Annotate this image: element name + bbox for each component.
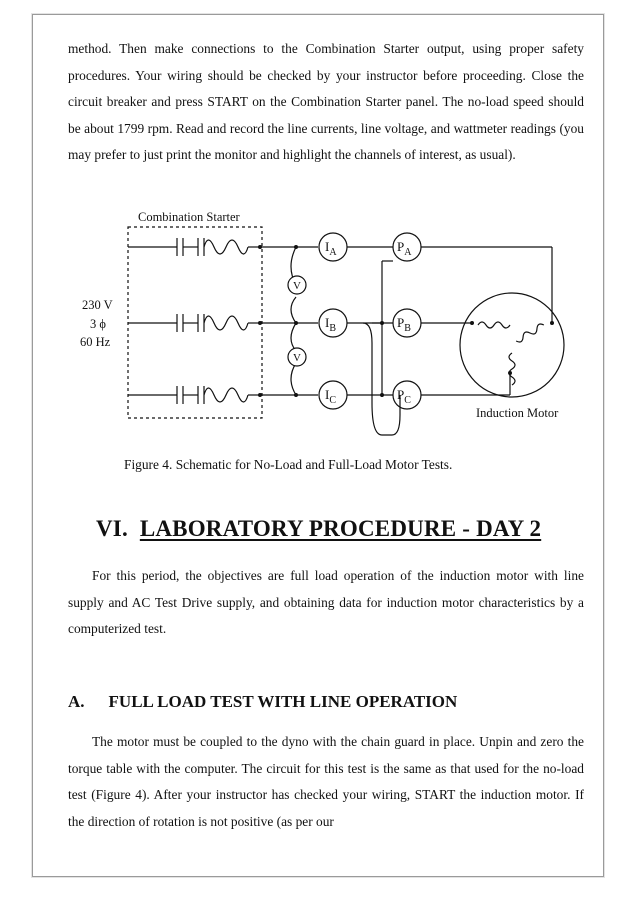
- section-paragraph: For this period, the objectives are full load operation of the induction motor with line supply and AC Test Drive supply, and obtaining data for induction motor characteristics by a computerized test.: [68, 568, 584, 637]
- section-number: VI.: [96, 516, 128, 541]
- section-title: LABORATORY PROCEDURE - DAY 2: [139, 516, 542, 541]
- figure-caption: Figure 4. Schematic for No-Load and Full-Load Motor Tests.: [124, 457, 453, 472]
- induction-motor: [460, 293, 564, 397]
- intro-paragraph: method. Then make connections to the Combination Starter output, using proper safety procedures. Your wiring should be checked by your instructor before proceeding. Close the circuit breaker and press START on the Combination Starter panel. The no-load speed should be about 1799 rpm. Read and record the line currents, line voltage, and wattmeter readings (you may prefer to just print the monitor and highlight the channels of interest, as usual).: [68, 41, 584, 163]
- motor-label: Induction Motor: [476, 406, 559, 420]
- starter-label: Combination Starter: [138, 210, 240, 224]
- wattmeter-label-a: $P_A$: [397, 239, 412, 258]
- schematic-figure: [60, 205, 585, 450]
- wattmeter-label-b: $P_B$: [397, 315, 411, 334]
- subsection-paragraph: The motor must be coupled to the dyno with the chain guard in place. Unpin and zero the torque table with the computer. The circuit for this test is the same as that used for the no-load test (Figure 4). After your instructor has checked your wiring, START the induction motor. If the direction of rotation is not positive (as per our: [68, 734, 584, 829]
- subsection-letter: A.: [68, 692, 85, 711]
- wattmeter-label-c: $P_C$: [397, 387, 411, 406]
- ammeter-label-a: $I_A$: [325, 239, 337, 258]
- voltmeter-label-1: V: [293, 280, 301, 292]
- supply-frequency: 60 Hz: [80, 335, 111, 349]
- supply-voltage: 230 V: [82, 298, 113, 312]
- section-heading: [96, 516, 541, 542]
- supply-phase: 3 ϕ: [90, 317, 106, 331]
- subsection-title: FULL LOAD TEST WITH LINE OPERATION: [108, 692, 458, 711]
- subsection-heading: [68, 692, 457, 712]
- ammeter-label-c: $I_C$: [325, 387, 337, 406]
- ammeter-label-b: $I_B$: [325, 315, 337, 334]
- voltmeter-label-2: V: [293, 352, 301, 364]
